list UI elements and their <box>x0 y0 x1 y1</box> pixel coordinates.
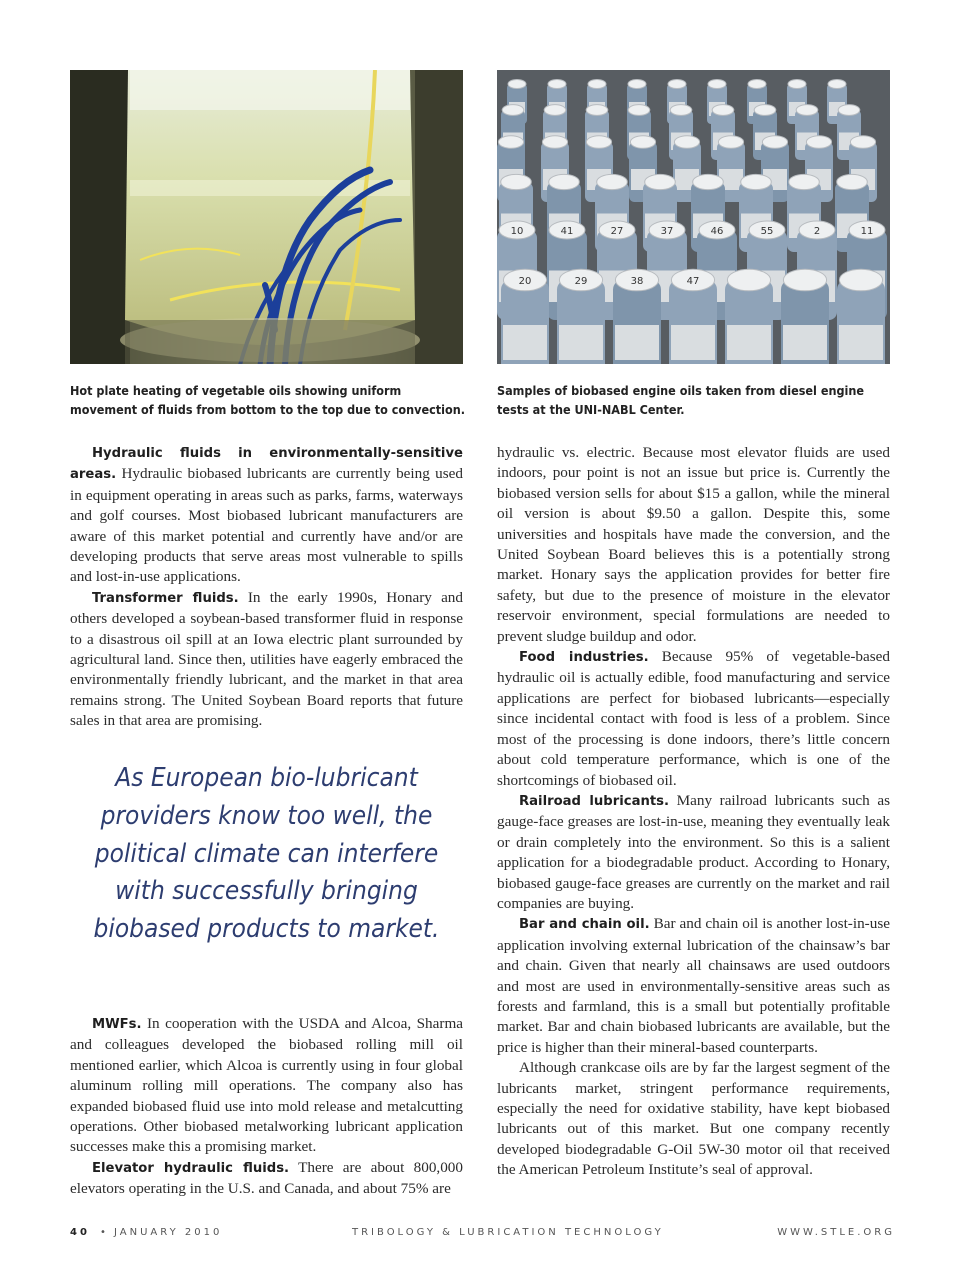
body-text: hydraulic vs. electric. Because most elevator fluids are used indoors, pour point is not an issue but price is. Currently the biobased version sells for about $15 a gallon, while the mineral oil version is about $9.50 a gallon. Despite this, some universities and hospitals have made the conversion, and the United Soybean Board believes this is a potentially strong market. Honary says the application provides for better fire safety, but due to the presence of moisture in the elevator reservoir environment, special formulations are needed to prevent sludge buildup and odor. <box>497 444 890 645</box>
website-url: WWW.STLE.ORG <box>777 1227 895 1238</box>
issue-date: JANUARY 2010 <box>114 1227 223 1238</box>
left-column-top <box>70 443 463 732</box>
svg-text:46: 46 <box>710 226 724 237</box>
body-text: Many railroad lubricants such as gauge-face greases are lost-in-use, meaning they eventually leak or drain completely into the environment. So this is a salient application for a biodegradable product. According to Honary, biobased gauge-face greases are currently on the market and rail companies are buying. <box>497 791 890 912</box>
subhead-food-industries: Food industries. <box>519 650 649 666</box>
photo-hot-plate-beaker <box>70 70 463 364</box>
paragraph-mwfs <box>70 1014 463 1158</box>
svg-text:38: 38 <box>630 276 644 287</box>
page-footer <box>70 1227 895 1243</box>
svg-text:27: 27 <box>610 226 624 237</box>
body-text: In cooperation with the USDA and Alcoa, Sharma and colleagues developed the biobased rolling mill oil mentioned earlier, which Alcoa is currently using in four global aluminum rolling mill operations. The company also has expanded biobased fluid use into mold release and metalcutting operations. Other biobased metalworking lubricant application successes make this a promising market. <box>70 1015 463 1156</box>
paragraph-elevator-fluids <box>70 1158 463 1200</box>
body-text: In the early 1990s, Honary and others developed a soybean-based transformer fluid in response to a disastrous oil spill at an Iowa electric plant surrounded by agricultural land. Since then, utilities have eagerly embraced the environmentally friendly lubricant, and the market in that area remains strong. The United Soybean Board reports that future sales in that area are promising. <box>70 588 463 730</box>
svg-text:37: 37 <box>660 226 674 237</box>
subhead-elevator-fluids: Elevator hydraulic fluids. <box>92 1160 290 1176</box>
paragraph-transformer-fluids <box>70 588 463 732</box>
svg-text:2: 2 <box>813 226 821 237</box>
svg-text:11: 11 <box>860 226 874 237</box>
photo-caption-right: Samples of biobased engine oils taken from diesel engine tests at the UNI-NABL Center. <box>497 383 864 417</box>
paragraph-hydraulic-fluids <box>70 443 463 588</box>
svg-text:10: 10 <box>510 226 524 237</box>
subhead-bar-chain-oil: Bar and chain oil. <box>519 917 650 933</box>
body-text: Although crankcase oils are by far the largest segment of the lubricants market, stringent performance requirements, especially the need for oxidative stability, have kept biobased lubricants out of this market. But one company recently developed biodegradable G-Oil 5W-30 motor oil that received the American Petroleum Institute’s seal of approval. <box>497 1059 890 1179</box>
body-text: Hydraulic biobased lubricants are currently being used in equipment operating in areas such as parks, farms, waterways and golf courses. Most biobased lubricant manufacturers are aware of this market potential and currently have and/or are developing products that serve areas most vulnerable to spills and lost-in-use applications. <box>70 465 463 586</box>
photo-caption-left: Hot plate heating of vegetable oils showing uniform movement of fluids from bottom to the top due to convection. <box>70 383 466 417</box>
right-column <box>497 443 890 1181</box>
subhead-hydraulic-fluids: Hydraulic fluids in environmentally-sensitive areas. <box>70 446 463 483</box>
page-number: 40 <box>70 1227 90 1238</box>
body-text: There are about 800,000 elevators operating in the U.S. and Canada, and about 75% are <box>70 1158 463 1198</box>
body-text: Because 95% of vegetable-based hydraulic oil is actually edible, food manufacturing and service applications are perfect for biobased lubricants—especially since incidental contact with food is less of a problem. Since most of the processing is done indoors, there’s little concern about cold temperature performance, which is one of the shortcomings of biobased oil. <box>497 648 890 789</box>
svg-text:20: 20 <box>518 276 532 287</box>
subhead-mwfs: MWFs. <box>92 1017 142 1032</box>
paragraph-bar-chain-oil <box>497 914 890 1058</box>
paragraph-food-industries <box>497 647 890 791</box>
svg-text:29: 29 <box>574 276 588 287</box>
paragraph-crankcase-oils <box>497 1058 890 1180</box>
left-column-bottom <box>70 1014 463 1200</box>
svg-text:41: 41 <box>560 226 574 237</box>
svg-text:47: 47 <box>686 276 700 287</box>
footer-bullet: • <box>100 1227 109 1238</box>
paragraph-railroad-lubricants <box>497 791 890 914</box>
photo-engine-oil-samples <box>497 70 890 364</box>
subhead-transformer-fluids: Transformer fluids. <box>92 590 239 606</box>
pull-quote: As European bio-lubricant providers know too well, the political climate can interfere with successfully bringing biobased products to market. <box>93 763 440 945</box>
body-text: Bar and chain oil is another lost-in-use application involving external lubrication of the chainsaw’s bar and chain. Given that nearly all chainsaws are used outdoors and most are used in environmentally-sensitive areas such as forests and farmland, this is a small but potentially profitable market. Bar and chain biobased lubricants are available, but the price is higher than their mineral-based counterparts. <box>497 915 890 1056</box>
paragraph-elevator-continued <box>497 443 890 647</box>
svg-text:55: 55 <box>760 226 774 237</box>
subhead-railroad-lubricants: Railroad lubricants. <box>519 793 670 809</box>
magazine-title: TRIBOLOGY & LUBRICATION TECHNOLOGY <box>352 1227 664 1238</box>
